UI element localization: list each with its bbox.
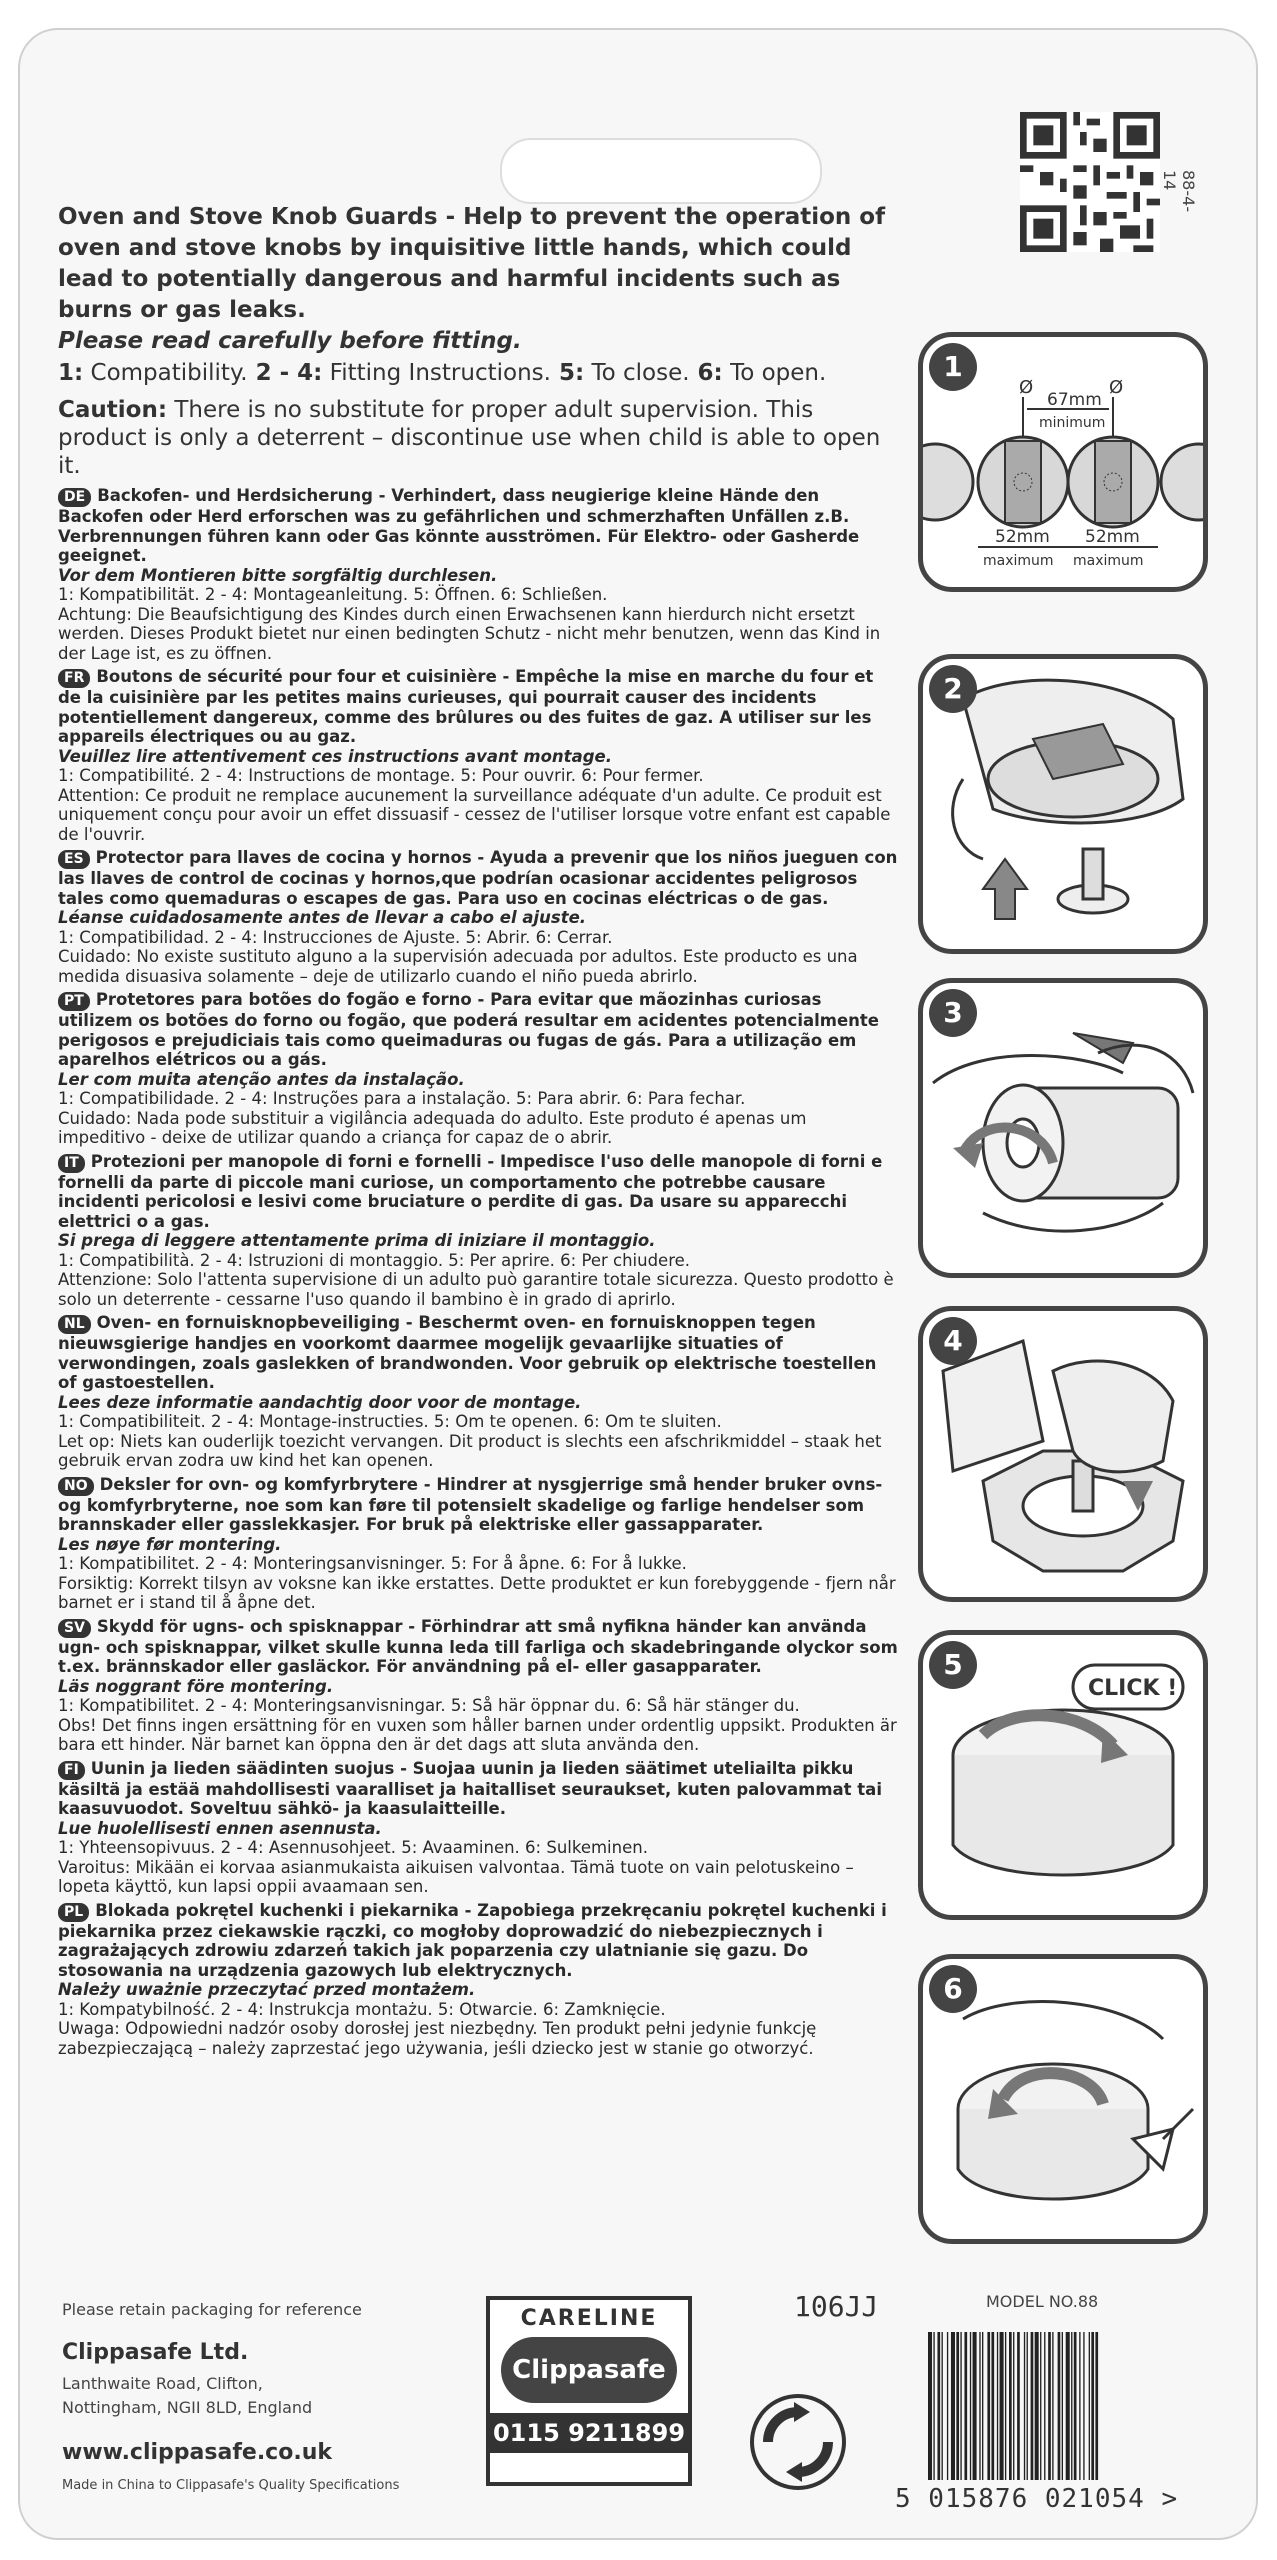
language-steps: 1: Compatibilità. 2 - 4: Istruzioni di montaggio. 5: Per aprire. 6: Per chiudere. — [58, 1250, 691, 1270]
language-steps: 1: Compatibilidade. 2 - 4: Instruções para a instalação. 5: Para abrir. 6: Para fechar. — [58, 1089, 746, 1108]
barcode-bar — [970, 2332, 971, 2480]
language-badge: DE — [58, 488, 91, 507]
language-steps: 1: Kompatibilität. 2 - 4: Montageanleitung. 5: Öffnen. 6: Schließen. — [58, 585, 608, 604]
language-section — [58, 1759, 898, 1897]
barcode-bar — [987, 2332, 990, 2480]
website-link[interactable]: www.clippasafe.co.uk — [62, 2440, 332, 2465]
text-column — [58, 202, 898, 2058]
language-note: Veuillez lire attentivement ces instructions avant montage. — [58, 746, 612, 766]
barcode-bar — [951, 2332, 955, 2480]
language-caution: Attenzione: Solo l'attenta supervisione di un adulto può garantire totale sicurezza. Questo prodotto è solo un deterrente - cessarne l'uso quando il bambino è in grado di aprirlo. — [58, 1270, 894, 1309]
language-caution: Uwaga: Odpowiedni nadzór osoby dorosłej jest niezbędny. Ten produkt pełni jedynie funkcję zabezpieczającą – należy zaprzestać jego używania, jeśli dziecko jest w stanie go otworzyć. — [58, 2019, 817, 2058]
language-sections — [58, 486, 898, 2058]
barcode-bar — [1071, 2332, 1072, 2480]
language-caution: Forsiktig: Korrekt tilsyn av voksne kan ikke erstattes. Dette produktet er kun forebyggende - fjern når barnet er i stand til å åpne det. — [58, 1573, 896, 1612]
language-steps: 1: Kompatybilność. 2 - 4: Instrukcja montażu. 5: Otwarcie. 6: Zamknięcie. — [58, 1999, 666, 2019]
step-panel-5 — [918, 1630, 1208, 1920]
language-steps: 1: Kompatibilitet. 2 - 4: Monteringsanvisninger. 5: For å åpne. 6: For å lukke. — [58, 1554, 687, 1573]
retain-note: Please retain packaging for reference — [62, 2300, 362, 2319]
language-heading: Protector para llaves de cocina y hornos - Ayuda a prevenir que los niños jueguen con las llaves de control de cocinas y hornos,que podrían ocasionar accidentes peligrosos tales como quemaduras o escapes de gas. Para uso en cocinas eléctricas o de gas. — [58, 848, 898, 908]
language-badge: IT — [58, 1154, 85, 1173]
language-note: Lees deze informatie aandachtig door voor de montage. — [58, 1392, 582, 1412]
barcode-bar — [1089, 2332, 1090, 2480]
step-panel-4 — [918, 1306, 1208, 1602]
date-code: 88-4-14 — [1160, 170, 1198, 213]
language-heading: Blokada pokrętel kuchenki i piekarnika - Zapobiega przekręcaniu pokrętel kuchenki i piekarnika przez ciekawskie rączki, co mogłoby doprowadzić do niebezpiecznych i zagrażających zdrowiu zdarzeń takich jak poparzenia czy ulatnianie się gazu. Do stosowania na urządzenia gazowych lub elektrycznych. — [58, 1900, 887, 1980]
please-read: Please read carefully before fitting. — [58, 328, 522, 354]
language-steps: 1: Compatibilité. 2 - 4: Instructions de montage. 5: Pour ouvrir. 6: Pour fermer. — [58, 766, 704, 785]
language-section — [58, 486, 898, 663]
careline-title: CARELINE — [520, 2306, 658, 2331]
hang-hole — [500, 138, 822, 204]
language-section — [58, 1313, 898, 1471]
language-badge: NL — [58, 1315, 91, 1334]
lot-code: 106JJ — [794, 2290, 879, 2323]
language-badge: PL — [58, 1903, 89, 1922]
language-badge: SV — [58, 1619, 91, 1638]
barcode-bar — [1031, 2332, 1034, 2480]
barcode-bar — [1017, 2332, 1020, 2480]
language-caution: Obs! Det finns ingen ersättning för en vuxen som håller barnen under ordentlig uppsikt. Produkten är bara ett hinder. När barnet kan öppna den är det dags att sluta använda den. — [58, 1715, 897, 1754]
language-note: Léanse cuidadosamente antes de llevar a cabo el ajuste. — [58, 908, 587, 927]
barcode-bar — [1062, 2332, 1063, 2480]
language-section — [58, 990, 898, 1148]
language-note: Läs noggrant före montering. — [58, 1676, 334, 1696]
barcode-bar — [956, 2332, 959, 2480]
diameter-symbol: Ø — [1019, 377, 1034, 398]
model-number: MODEL NO.88 — [986, 2292, 1099, 2311]
barcode-bar — [1083, 2332, 1084, 2480]
step-panel-3 — [918, 978, 1208, 1278]
language-badge: FI — [58, 1761, 85, 1780]
language-note: Si prega di leggere attentamente prima di iniziare il montaggio. — [58, 1231, 656, 1250]
barcode-bar — [973, 2332, 977, 2480]
step-number: 3 — [929, 989, 977, 1037]
language-section — [58, 1152, 898, 1310]
language-heading: Protetores para botões do fogão e forno - Para evitar que mãozinhas curiosas utilizem os botões do forno ou fogão, que poderá resultar em acidentes potencialmente perigosos e prejudiciais tais como queimaduras ou fugas de gás. Para a utilização em aparelhos elétricos ou a gás. — [58, 990, 879, 1069]
caution-text: Caution: There is no substitute for proper adult supervision. This product is only a deterrent – discontinue use when child is able to open it. — [58, 397, 881, 479]
language-heading: Backofen- und Herdsicherung - Verhindert, dass neugierige kleine Hände den Backofen oder Herd erforschen was zu gefährlichen und schmerzhaften Unfällen z.B. Verbrennungen führen kann oder Gas könnte ausströmen. Für Elektro- oder Gasherde geeignet. — [58, 486, 860, 565]
language-steps: 1: Kompatibilitet. 2 - 4: Monteringsanvisningar. 5: Så här öppnar du. 6: Så här stänger du. — [58, 1696, 800, 1715]
barcode-bar — [1005, 2332, 1006, 2480]
qr-code — [1020, 112, 1160, 252]
company-address: Lanthwaite Road, Clifton, Nottingham, NGII 8LD, England — [62, 2374, 313, 2417]
barcode-bar — [964, 2332, 967, 2480]
steps-legend: 1: Compatibility. 2 - 4: Fitting Instructions. 5: To close. 6: To open. — [58, 360, 827, 386]
barcode-bar — [1058, 2332, 1061, 2480]
language-section — [58, 1901, 898, 2059]
barcode-bar — [1079, 2332, 1080, 2480]
step-number: 6 — [929, 1965, 977, 2013]
language-section — [58, 848, 898, 986]
step-panel-2 — [918, 654, 1208, 954]
barcode-bar — [928, 2332, 932, 2480]
min-gap-caption: minimum — [1039, 415, 1106, 431]
barcode-bar — [960, 2332, 961, 2480]
barcode-bar — [991, 2332, 994, 2480]
min-gap-label: 67mm — [1047, 390, 1102, 410]
language-caution: Let op: Niets kan ouderlijk toezicht vervangen. Dit product is slechts een afschrikmiddel – staak het gebruik ervan zodra uw kind het kan openen. — [58, 1431, 882, 1470]
careline-phone: 0115 9211899 — [490, 2413, 688, 2453]
language-note: Vor dem Montieren bitte sorgfältig durchlesen. — [58, 565, 498, 585]
language-note: Les nøye før montering. — [58, 1534, 282, 1554]
click-callout: CLICK ! — [1088, 1676, 1178, 1701]
barcode-bar — [947, 2332, 948, 2480]
language-heading: Uunin ja lieden säädinten suojus - Suojaa uunin ja lieden säätimet uteliailta pikku käsiltä ja estää mahdollisesti vaaralliset ja haitalliset seuraukset, kuten palovammat tai kaasuvuodot. Soveltuu sähkö- ja kaasulaitteille. — [58, 1758, 882, 1818]
barcode-bar — [1095, 2332, 1098, 2480]
barcode-bar — [1052, 2332, 1053, 2480]
barcode-bar — [982, 2332, 983, 2480]
language-section — [58, 1617, 898, 1755]
barcode-bar — [1000, 2332, 1004, 2480]
barcode-bar — [933, 2332, 934, 2480]
language-heading: Protezioni per manopole di forni e fornelli - Impedisce l'uso delle manopole di forni e fornelli da parte di piccole mani curiose, un comportamento che potrebbe causare incidenti pericolosi e lesivi come bruciature o perdite di gas. Da usare su apparecchi elettrici o a gas. — [58, 1151, 883, 1231]
step-number: 5 — [929, 1641, 977, 1689]
language-caution: Achtung: Die Beaufsichtigung des Kindes durch einen Erwachsenen kann hierdurch nicht ersetzt werden. Dieses Produkt bietet nur einen bedingten Schutz - nicht mehr benutzen, wenn das Kind in der Lage ist, es zu öffnen. — [58, 604, 881, 663]
barcode-bar — [942, 2332, 943, 2480]
language-note: Ler com muita atenção antes da instalação. — [58, 1069, 465, 1089]
step-number: 4 — [929, 1317, 977, 1365]
max-width-caption: maximum — [983, 553, 1054, 569]
max-width-caption: maximum — [1073, 553, 1144, 569]
made-in-note: Made in China to Clippasafe's Quality Specifications — [62, 2478, 400, 2493]
barcode-bar — [1044, 2332, 1045, 2480]
max-width-label: 52mm — [1085, 527, 1140, 547]
language-heading: Skydd för ugns- och spisknappar - Förhindrar att små nyfikna händer kan använda ugn- och spisknappar, vilket skulle kunna leda till farliga och skadebringande olyckor som t.ex. brännskador eller gasläckor. För användning på el- eller gasapparater. — [58, 1616, 898, 1676]
language-caution: Cuidado: Nada pode substituir a vigilância adequada do adulto. Este produto é apenas um impeditivo - deixe de utilizar quando a criança for capaz de o abrir. — [58, 1108, 807, 1147]
intro-text: Oven and Stove Knob Guards - Help to prevent the operation of oven and stove knobs by inquisitive little hands, which could lead to potentially dangerous and harmful incidents such as burns or gas leaks. — [58, 204, 886, 323]
max-width-label: 52mm — [995, 527, 1050, 547]
careline-box — [486, 2296, 692, 2486]
company-name: Clippasafe Ltd. — [62, 2340, 249, 2365]
barcode-bar — [1013, 2332, 1014, 2480]
language-heading: Oven- en fornuisknopbeveiliging - Beschermt oven- en fornuisknoppen tegen nieuwsgierige handjes en voorkomt daarmee mogelijk gevaarlijke situaties of verwondingen, zoals gaslekken of brandwonden. Voor gebruik op elektrische toestellen of gastoestellen. — [58, 1313, 877, 1392]
language-badge: PT — [58, 992, 90, 1011]
language-caution: Varoitus: Mikään ei korvaa asianmukaista aikuisen valvontaa. Tämä tuote on vain pelotuskeino – lopeta käyttö, kun lapsi oppii avaamaan sen. — [58, 1857, 854, 1896]
step-panel-6 — [918, 1954, 1208, 2244]
language-note: Należy uważnie przeczytać przed montażem. — [58, 1980, 476, 1999]
step-number: 2 — [929, 665, 977, 713]
barcode-bar — [1027, 2332, 1028, 2480]
barcode-bar — [979, 2332, 980, 2480]
barcode-bar — [1040, 2332, 1041, 2480]
language-badge: NO — [58, 1477, 94, 1496]
step-number: 1 — [929, 343, 977, 391]
barcode-bar — [937, 2332, 940, 2480]
barcode-number: 5 015876 021054 > — [895, 2484, 1179, 2514]
barcode-bar — [1024, 2332, 1025, 2480]
language-caution: Attention: Ce produit ne remplace aucunement la surveillance adéquate d'un adulte. Ce produit est uniquement conçu pour avoir un effet dissuasif - cessez de l'utiliser lorsque votre enfant est capable de l'ouvrir. — [58, 785, 891, 844]
language-badge: ES — [58, 850, 90, 869]
brand-logo: Clippasafe — [501, 2337, 677, 2403]
barcode-bar — [1035, 2332, 1039, 2480]
language-steps: 1: Compatibiliteit. 2 - 4: Montage-instructies. 5: Om te openen. 6: Om te sluiten. — [58, 1412, 722, 1431]
step-panel-1 — [918, 332, 1208, 592]
language-heading: Boutons de sécurité pour four et cuisinière - Empêche la mise en marche du four et de la cuisinière par les petites mains curieuses, qui pourrait causer des incidents potentiellement dangereux, comme des brûlures ou des fuites de gaz. A utiliser sur les appareils électriques ou au gaz. — [58, 667, 874, 746]
barcode-bar — [1048, 2332, 1051, 2480]
barcode-bar — [1091, 2332, 1094, 2480]
barcode-bar — [1066, 2332, 1070, 2480]
barcode-bar — [1009, 2332, 1012, 2480]
barcode — [920, 2326, 1220, 2486]
language-steps: 1: Yhteensopivuus. 2 - 4: Asennusohjeet. 5: Avaaminen. 6: Sulkeminen. — [58, 1838, 648, 1857]
barcode-bar — [1074, 2332, 1077, 2480]
language-caution: Cuidado: No existe sustituto alguno a la supervisión adecuada por adultos. Este producto es una medida disuasiva solamente – deje de utilizarlo cuando el niño pueda abrirlo. — [58, 947, 858, 986]
barcode-bar — [997, 2332, 998, 2480]
language-steps: 1: Compatibilidad. 2 - 4: Instrucciones de Ajuste. 5: Abrir. 6: Cerrar. — [58, 927, 613, 947]
language-section — [58, 1475, 898, 1613]
green-dot-recycle-icon — [748, 2392, 848, 2492]
language-badge: FR — [58, 669, 90, 688]
language-section — [58, 667, 898, 844]
diameter-symbol: Ø — [1109, 377, 1124, 398]
language-heading: Deksler for ovn- og komfyrbrytere - Hindrer at nysgjerrige små hender bruker ovns- og komfyrbryterne, noe som kan føre til potensielt skadelige og farlige hendelser som brannskader eller gasslekkasjer. For bruk på elektriske eller gassapparater. — [58, 1474, 883, 1534]
language-note: Lue huolellisesti ennen asennusta. — [58, 1818, 382, 1838]
